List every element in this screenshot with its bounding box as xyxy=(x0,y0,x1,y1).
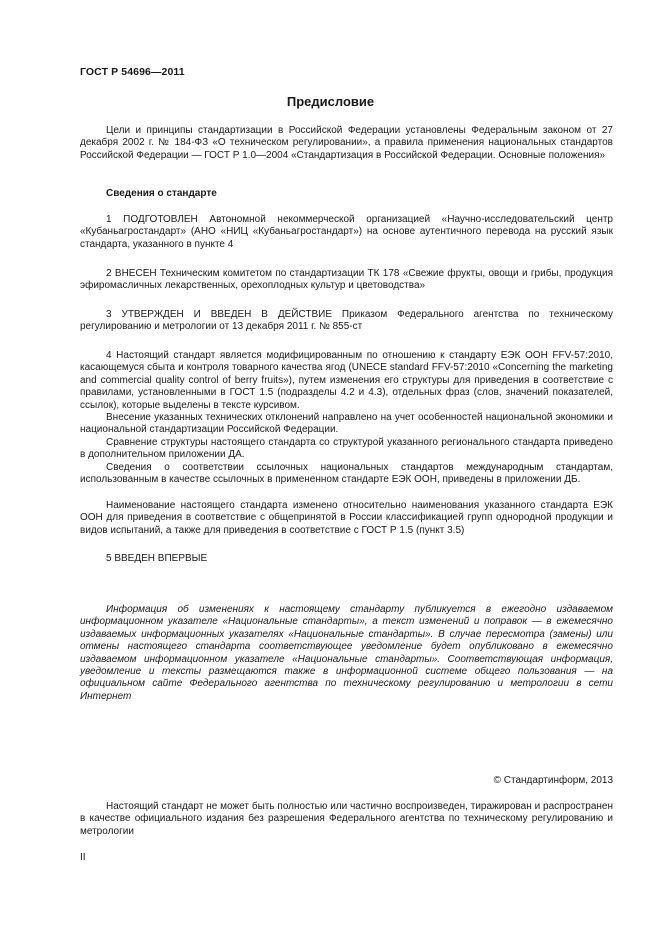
item-5: 5 ВВЕДЕН ВПЕРВЫЕ xyxy=(106,553,208,564)
item-1: 1 ПОДГОТОВЛЕН Автономной некоммерческой организацией «Научно-исследовательский центр «Кубаньагростандарт» (АНО «НИЦ «Кубаньагростандарт») на основе аутентичного перевода на русский язык стандарта, указанного в пункте 4 xyxy=(80,214,613,250)
document-id: ГОСТ Р 54696—2011 xyxy=(80,66,185,78)
section-heading: Сведения о стандарте xyxy=(106,188,217,199)
item-4-paragraph-2: Внесение указанных технических отклонений направлено на учет особенностей национальной экономики и национальной стандартизации Российской Федерации. xyxy=(80,412,613,436)
reproduction-notice: Настоящий стандарт не может быть полностью или частично воспроизведен, тиражирован и распространен в качестве официального издания без разрешения Федерального агентства по техническому регулированию и метрологии xyxy=(80,801,613,837)
copyright: © Стандартинформ, 2013 xyxy=(493,775,613,786)
intro-paragraph: Цели и принципы стандартизации в Российской Федерации установлены Федеральным законом от 27 декабря 2002 г. № 184-ФЗ «О техническом регулировании», а правила применения национальных стандартов Российской Федерации — ГОСТ Р 1.0—2004 «Стандартизация в Российской Федерации. Основные положения» xyxy=(80,125,613,161)
page-number: II xyxy=(80,852,86,863)
item-3: 3 УТВЕРЖДЕН И ВВЕДЕН В ДЕЙСТВИЕ Приказом Федерального агентства по техническому регулированию и метрологии от 13 декабря 2011 г. № 855-ст xyxy=(80,309,613,333)
page-title: Предисловие xyxy=(286,94,375,109)
item-4-paragraph-5: Наименование настоящего стандарта изменено относительно наименования указанного стандарта ЕЭК ООН для приведения в соответствие с общепринятой в России классификацией групп однородной продукции и видов испытаний, а также для приведения в соответствие с ГОСТ Р 1.5 (пункт 3.5) xyxy=(80,500,613,536)
info-notice: Информация об изменениях к настоящему стандарту публикуется в ежегодно издаваемом информационном указателе «Национальные стандарты», а текст изменений и поправок — в ежемесячно издаваемых информационных указателях «Национальные стандарты». В случае пересмотра (замены) или отмены настоящего стандарта соответствующее уведомление будет опубликовано в ежемесячно издаваемом информационном указателе «Национальные стандарты». Соответствующая информация, уведомление и тексты размещаются также в информационной системе общего пользования — на официальном сайте Федерального агентства по техническому регулированию и метрологии в сети Интернет xyxy=(80,604,613,702)
item-4-paragraph-4: Сведения о соответствии ссылочных национальных стандартов международным стандартам, использованным в качестве ссылочных в примененном стандарте ЕЭК ООН, приведены в приложении ДБ. xyxy=(80,462,613,486)
item-4-paragraph-1: 4 Настоящий стандарт является модифицированным по отношению к стандарту ЕЭК ООН FFV-57:2010, касающемуся сбыта и контроля товарного качества ягод (UNECE standard FFV-57:2010 «Concerning the marketing and commercial quality control of berry fruits»), путем изменения его структуры для приведения в соответствие с правилами, установленными в ГОСТ 1.5 (подразделы 4.2 и 4.3), отдельных фраз (слов, значений показателей, ссылок), которые выделены в тексте курсивом. xyxy=(80,350,613,411)
item-2: 2 ВНЕСЕН Техническим комитетом по стандартизации ТК 178 «Свежие фрукты, овощи и грибы, продукция эфиромасличных лекарственных, орехоплодных культур и цветоводства» xyxy=(80,268,613,292)
item-4-paragraph-3: Сравнение структуры настоящего стандарта со структурой указанного регионального стандарта приведено в дополнительном приложении ДА. xyxy=(80,437,613,461)
